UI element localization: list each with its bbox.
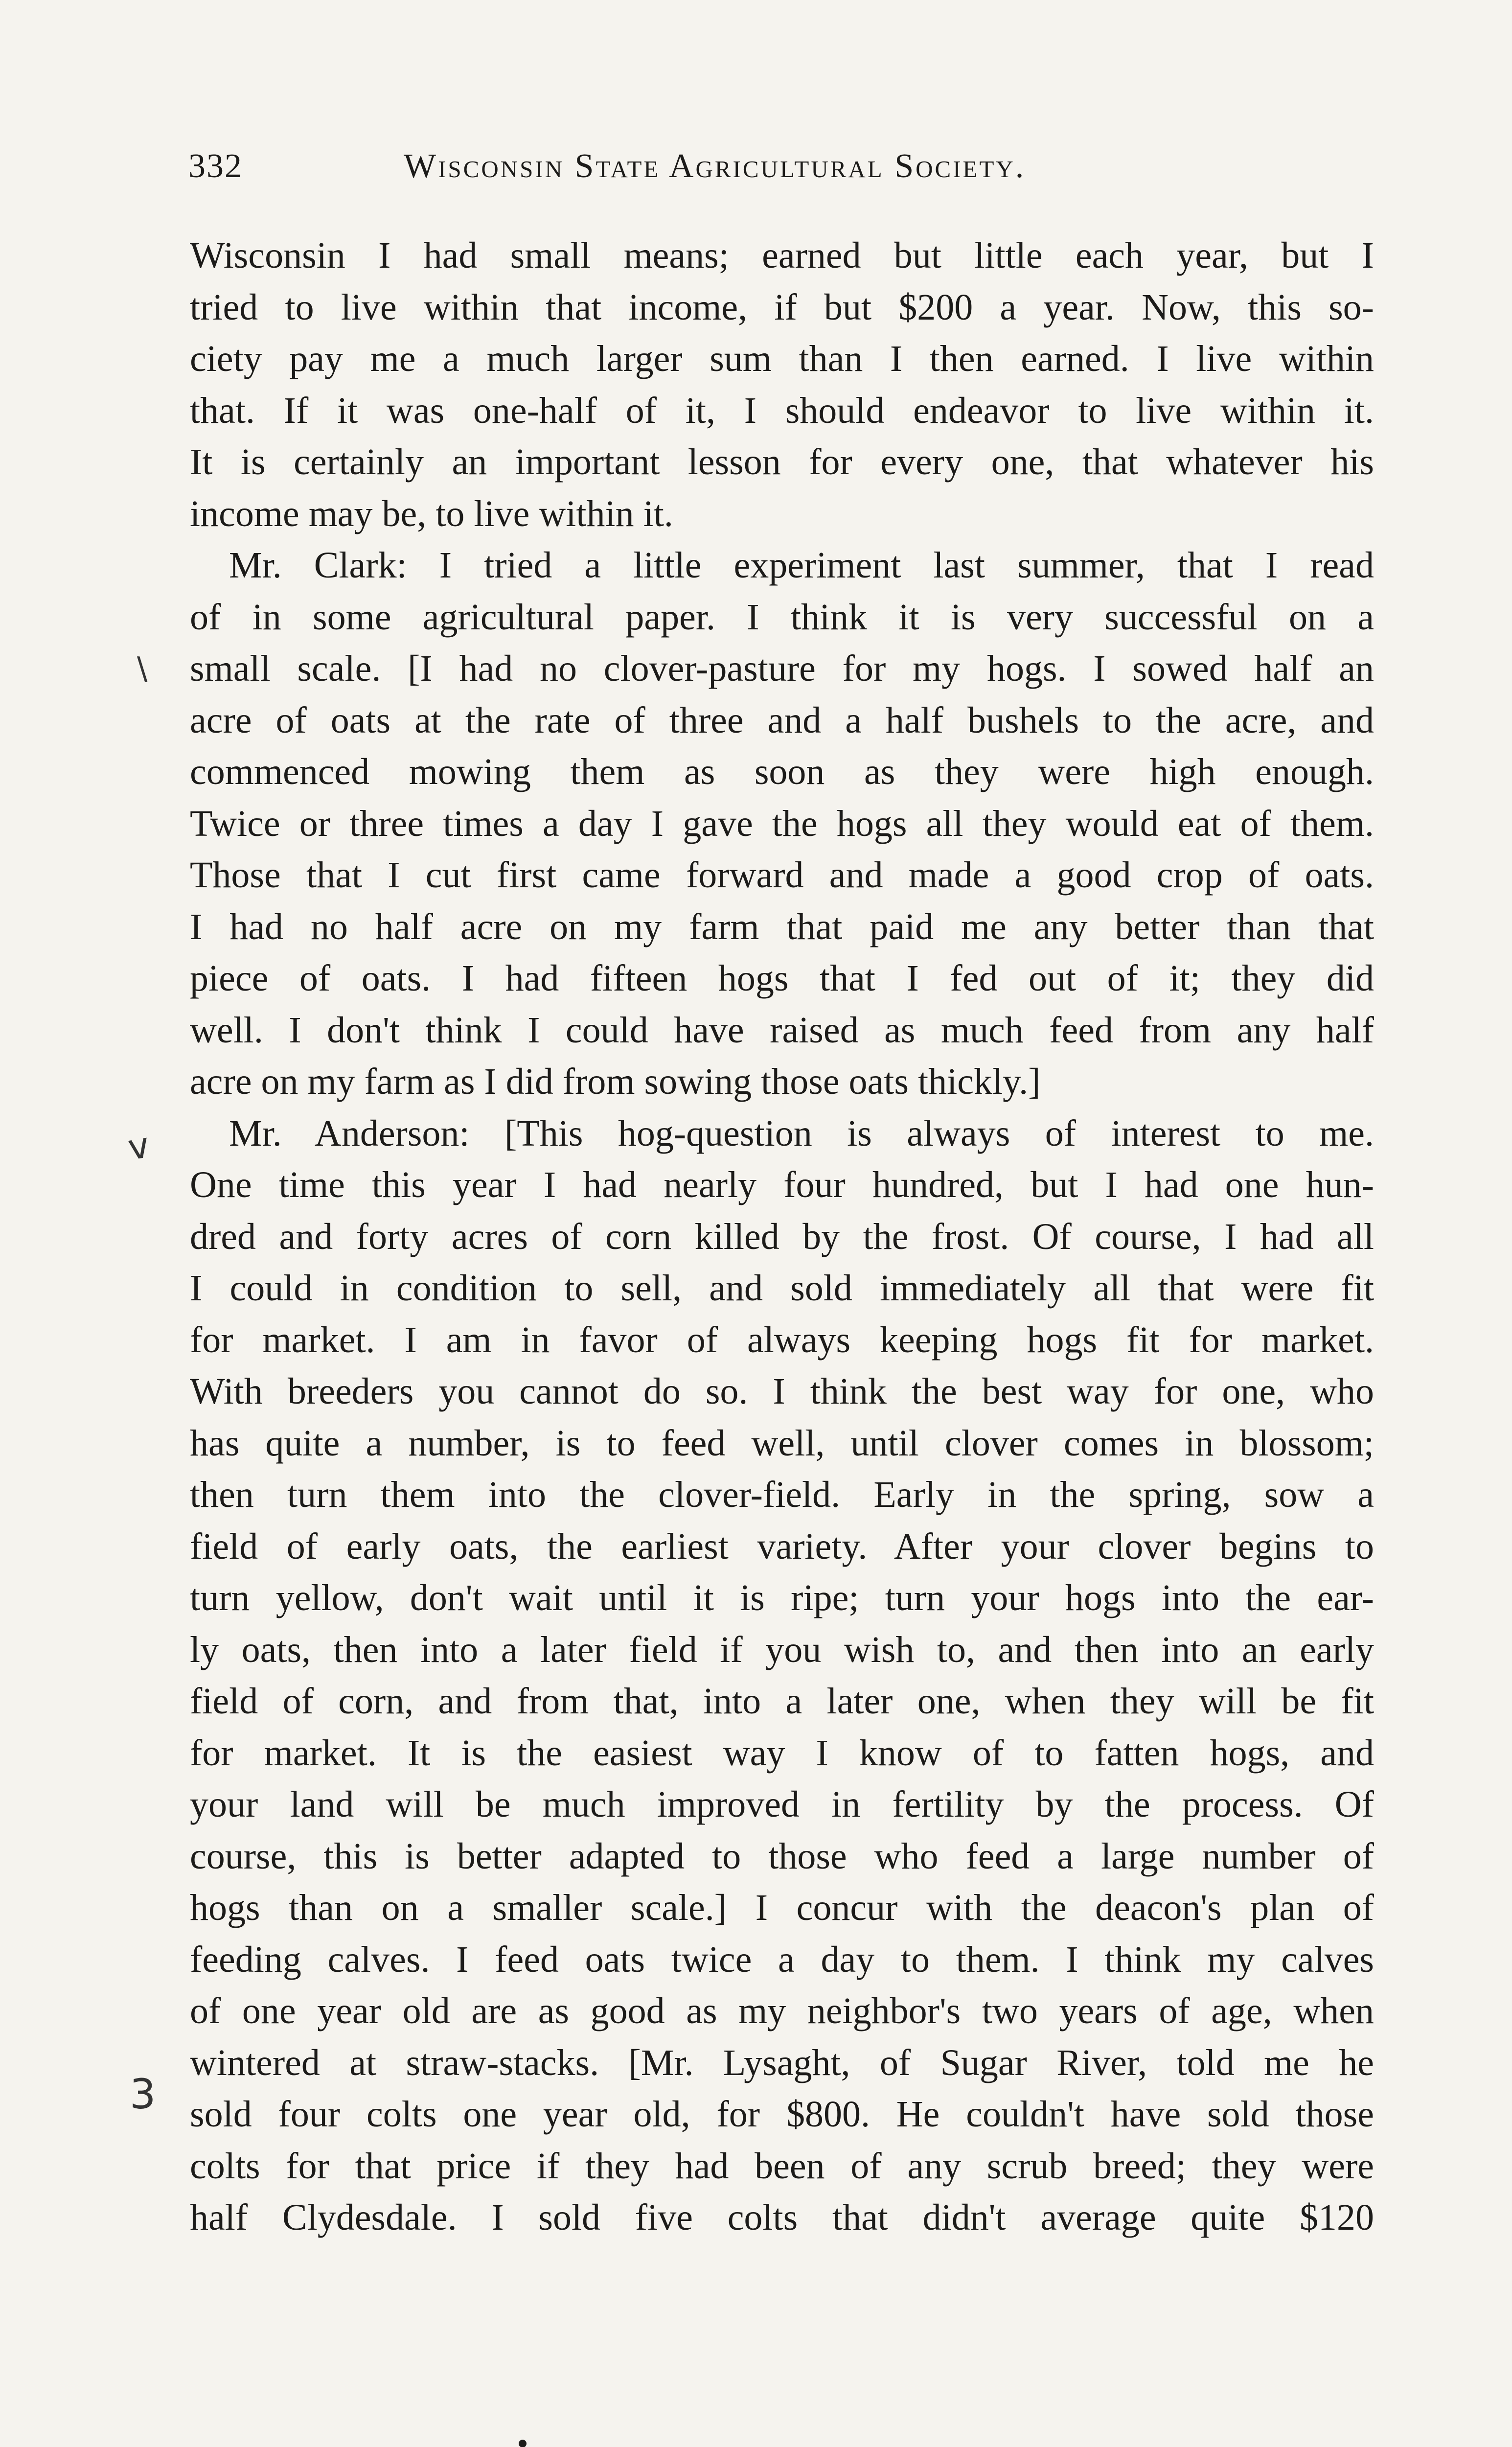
text-line: colts for that price if they had been of any scrub breed; they were [190,2145,1374,2187]
running-title: Wisconsin State Agricultural Society. [404,147,1026,185]
text-line: then turn them into the clover-field. Early in the spring, sow a [190,1474,1374,1515]
text-line: piece of oats. I had fifteen hogs that I fed out of it; they did [190,958,1374,999]
text-line: It is certainly an important lesson for every one, that whatever his [190,441,1374,483]
text-line: well. I don't think I could have raised as much feed from any half [190,1009,1374,1051]
text-line: half Clydesdale. I sold five colts that didn't average quite $120 [190,2197,1374,2238]
text-line: dred and forty acres of corn killed by the frost. Of course, I had all [190,1216,1374,1257]
text-line: for market. It is the easiest way I know of to fatten hogs, and [190,1732,1374,1774]
text-line: field of early oats, the earliest variety. After your clover begins to [190,1525,1374,1567]
text-line: tried to live within that income, if but $200 a year. Now, this so- [190,286,1374,328]
text-line: for market. I am in favor of always keeping hogs fit for market. [190,1319,1374,1361]
text-line: I had no half acre on my farm that paid me any better than that [190,906,1374,947]
text-line: of one year old are as good as my neighbor's two years of age, when [190,1990,1374,2031]
body-text [190,230,1374,2244]
text-line: commenced mowing them as soon as they were high enough. [190,751,1374,792]
text-line: of in some agricultural paper. I think it is very successful on a [190,596,1374,638]
text-line: has quite a number, is to feed well, until clover comes in blossom; [190,1422,1374,1464]
text-line: With breeders you cannot do so. I think the best way for one, who [190,1371,1374,1412]
text-line: feeding calves. I feed oats twice a day to them. I think my calves [190,1939,1374,1980]
text-line: One time this year I had nearly four hundred, but I had one hun- [190,1164,1374,1205]
page-number: 332 [188,147,243,185]
text-line: acre of oats at the rate of three and a half bushels to the acre, and [190,699,1374,741]
text-line: turn yellow, don't wait until it is ripe; turn your hogs into the ear- [190,1577,1374,1618]
margin-annotation-mark: \ [137,651,148,687]
text-line: wintered at straw-stacks. [Mr. Lysaght, of Sugar River, told me he [190,2042,1374,2083]
text-line: your land will be much improved in fertility by the process. Of [190,1784,1374,1825]
text-line: Twice or three times a day I gave the hogs all they would eat of them. [190,803,1374,844]
text-line: Mr. Clark: I tried a little experiment last summer, that I read [229,545,1374,586]
page-header [188,147,1382,201]
text-line: that. If it was one-half of it, I should endeavor to live within it. [190,390,1374,431]
text-line: I could in condition to sell, and sold immediately all that were fit [190,1268,1374,1309]
text-line: acre on my farm as I did from sowing those oats thickly.] [190,1061,1041,1102]
text-line: course, this is better adapted to those who feed a large number of [190,1835,1374,1877]
text-line: Those that I cut first came forward and made a good crop of oats. [190,854,1374,896]
text-line: sold four colts one year old, for $800. He couldn't have sold those [190,2094,1374,2135]
text-line: hogs than on a smaller scale.] I concur with the deacon's plan of [190,1887,1374,1928]
margin-annotation-mark: v [125,1124,153,1169]
text-line: income may be, to live within it. [190,493,673,534]
text-line: small scale. [I had no clover-pasture for my hogs. I sowed half an [190,648,1374,689]
text-line: Wisconsin I had small means; earned but little each year, but I [190,235,1374,276]
ink-dot [519,2440,527,2447]
text-line: field of corn, and from that, into a later one, when they will be fit [190,1681,1374,1722]
text-line: Mr. Anderson: [This hog-question is always of interest to me. [229,1112,1374,1154]
text-line: ciety pay me a much larger sum than I then earned. I live within [190,338,1374,379]
text-line: ly oats, then into a later field if you wish to, and then into an early [190,1629,1374,1670]
margin-annotation-mark: 3 [130,2070,156,2118]
